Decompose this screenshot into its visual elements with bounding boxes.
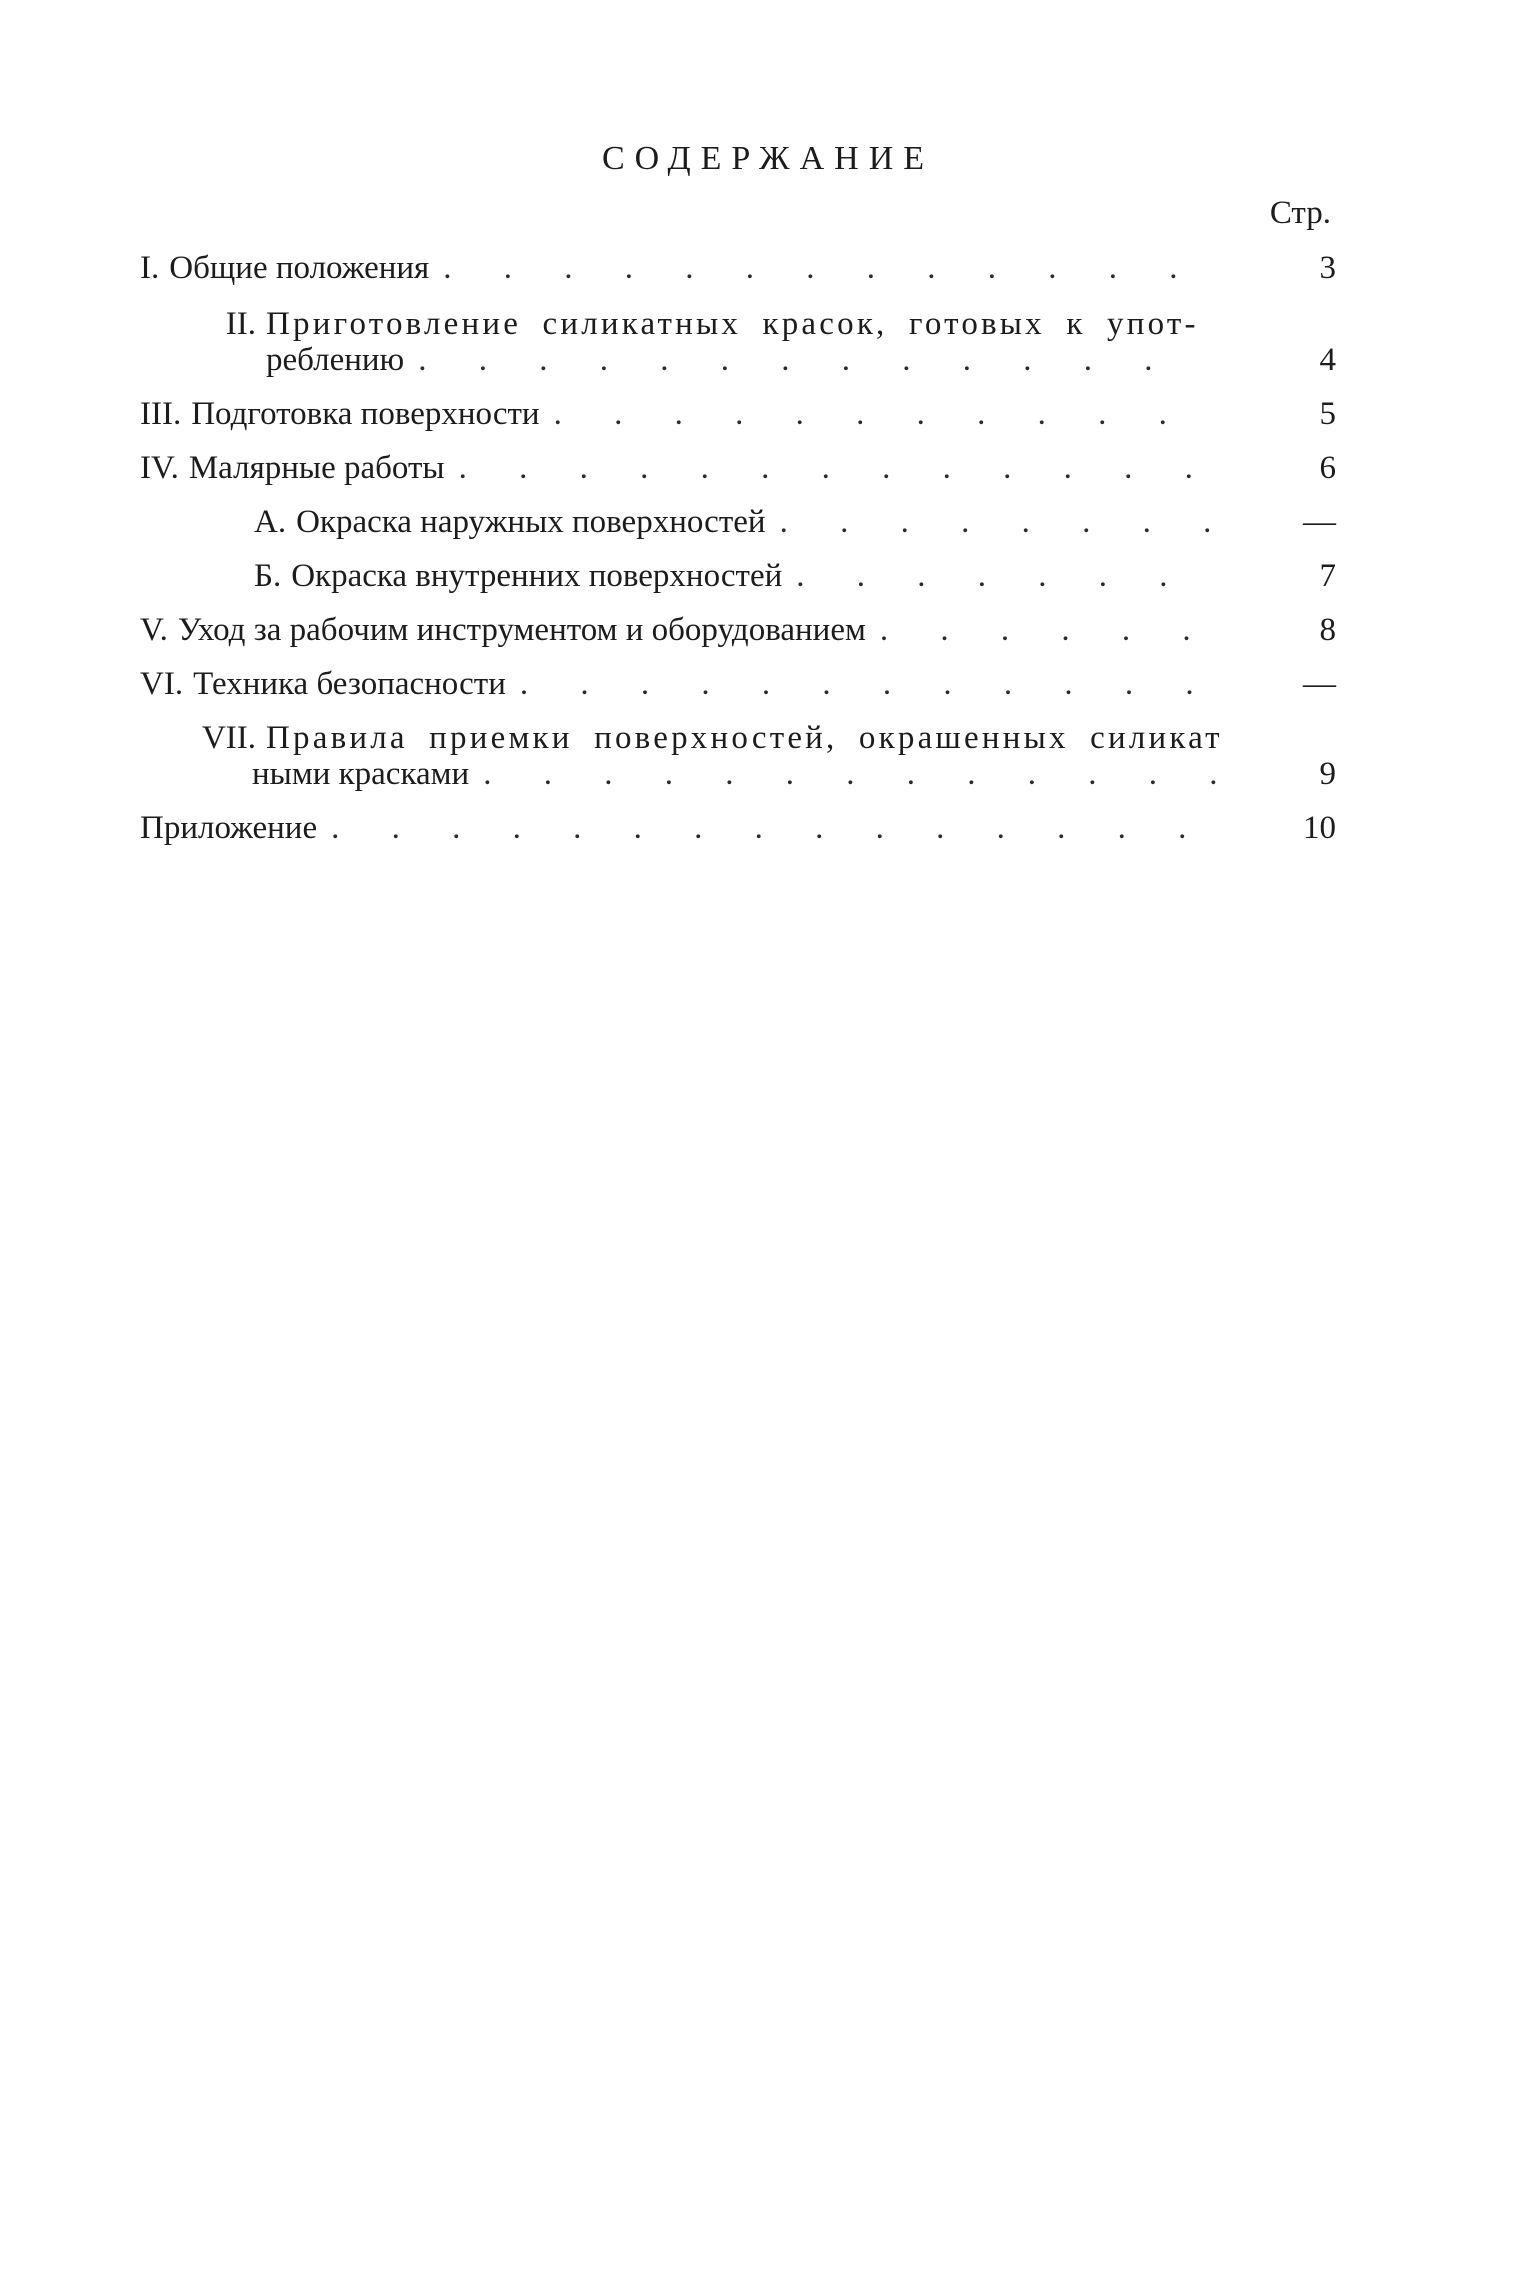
page-column-label: Стр.	[1269, 195, 1331, 231]
toc-entry-title: Окраска наружных поверхностей	[296, 504, 766, 540]
toc-entry-title: Малярные работы	[188, 450, 445, 486]
toc-entry-page: 5	[1319, 396, 1336, 432]
toc-entry-4b	[254, 558, 1220, 594]
toc-entry-number: VII.	[201, 720, 256, 756]
toc-entry-title: Уход за рабочим инструментом и оборудованием	[177, 612, 866, 648]
toc-entry-page: 7	[1319, 558, 1336, 594]
dot-leader	[443, 250, 1200, 286]
toc-entry-page: 6	[1319, 450, 1336, 486]
toc-entry-1	[140, 250, 1200, 286]
toc-entry-title-continued: реблению	[266, 342, 405, 378]
toc-entry-title: Приложение	[140, 810, 318, 846]
toc-entry-5	[140, 612, 1220, 648]
toc-entry-2-continuation	[266, 342, 1200, 378]
toc-entry-page: 3	[1319, 250, 1336, 286]
toc-entry-number: V.	[140, 612, 168, 648]
toc-entry-page: 9	[1319, 756, 1336, 792]
toc-entry-page: 10	[1303, 810, 1336, 846]
toc-entry-3	[140, 396, 1220, 432]
dot-leader	[459, 450, 1220, 486]
dot-leader	[780, 504, 1220, 540]
toc-entry-4	[140, 450, 1220, 486]
toc-entry-number: II.	[225, 306, 256, 342]
toc-entry-number: VI.	[140, 666, 184, 702]
toc-entry-7-continuation	[252, 756, 1220, 792]
dot-leader	[483, 756, 1220, 792]
toc-entry-page: 8	[1319, 612, 1336, 648]
toc-entry-page: —	[1303, 666, 1336, 702]
toc-entry-number: III.	[140, 396, 182, 432]
dot-leader	[880, 612, 1220, 648]
toc-entry-title: Приготовление силикатных красок, готовых к упот-	[266, 306, 1199, 342]
toc-entry-number: I.	[140, 250, 160, 286]
dot-leader	[331, 810, 1220, 846]
toc-entry-title-continued: ными красками	[252, 756, 470, 792]
toc-entry-title: Подготовка поверхности	[191, 396, 540, 432]
toc-entry-6	[140, 666, 1220, 702]
toc-entry-2	[140, 306, 1230, 342]
table-of-contents	[0, 0, 1536, 900]
toc-entry-title: Общие положения	[169, 250, 430, 286]
toc-entry-appendix	[140, 810, 1220, 846]
page-title: СОДЕРЖАНИЕ	[601, 140, 935, 177]
dot-leader	[418, 342, 1200, 378]
toc-entry-title: Техника безопасности	[193, 666, 506, 702]
toc-entry-number: Б.	[254, 558, 282, 594]
toc-entry-page: 4	[1319, 342, 1336, 378]
dot-leader	[796, 558, 1220, 594]
dot-leader	[554, 396, 1220, 432]
toc-entry-number: А.	[254, 504, 287, 540]
toc-entry-4a	[254, 504, 1220, 540]
toc-entry-title: Окраска внутренних поверхностей	[291, 558, 783, 594]
toc-entry-page: —	[1303, 504, 1336, 540]
toc-entry-number: IV.	[140, 450, 179, 486]
toc-entry-7	[140, 720, 1230, 756]
dot-leader	[520, 666, 1220, 702]
toc-entry-title: Правила приемки поверхностей, окрашенных силикат	[266, 720, 1223, 756]
